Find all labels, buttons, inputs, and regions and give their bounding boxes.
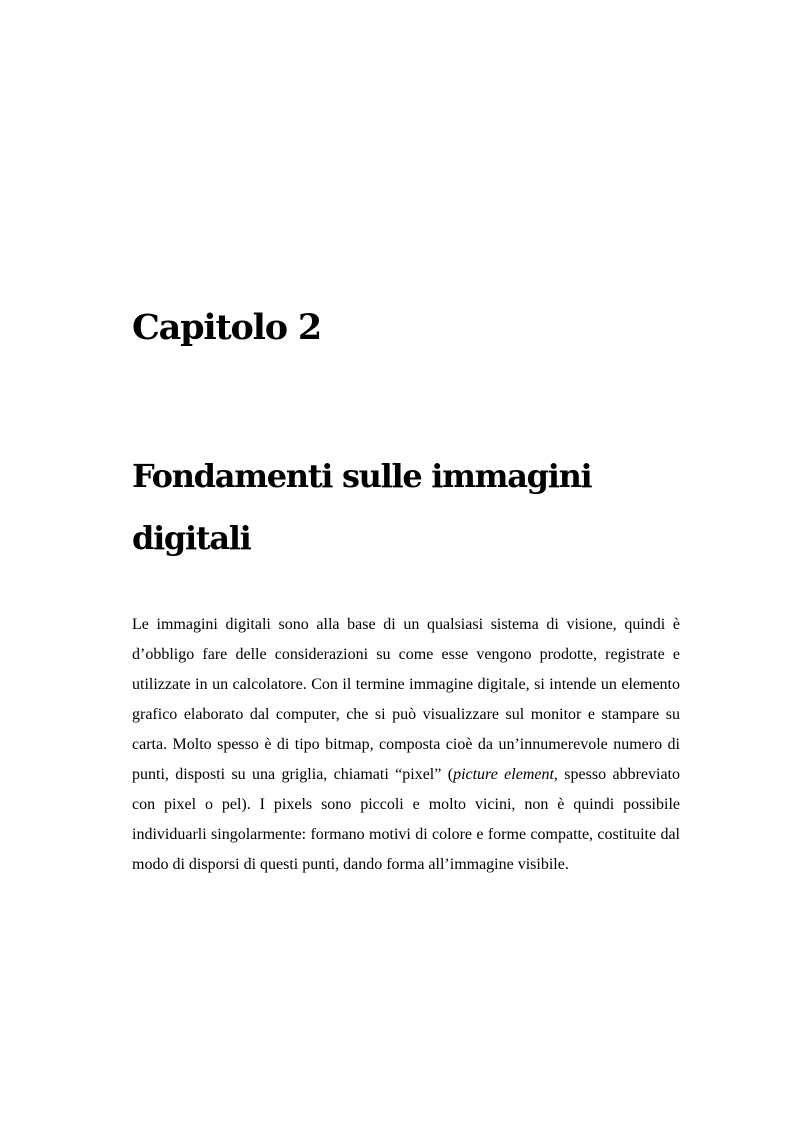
paragraph-text-part-1: Le immagini digitali sono alla base di un qualsiasi sistema di visione, quindi è d’obbligo fare delle considerazioni su come esse vengono prodotte, registrate e utilizzate in un calcolatore. Con il termine immagine digitale, si intende un elemento grafico elaborato dal computer, che si può visualizzare sul monitor e stampare su carta. Molto spesso è di tipo bitmap, composta cioè da un’innumerevole numero di punti, disposti su una griglia, chiamati “pixel” (	[132, 616, 680, 783]
chapter-label: Capitolo 2	[132, 307, 321, 348]
body-paragraph	[132, 610, 680, 880]
chapter-title: Fondamenti sulle immagini digitali	[132, 457, 592, 557]
paragraph-emphasis: picture element	[453, 766, 554, 783]
paragraph-text-part-2: , spesso abbreviato con pixel o pel). I pixels sono piccoli e molto vicini, non è quindi possibile individuarli singolarmente: formano motivi di colore e forme compatte, costituite dal modo di disporsi di questi punti, dando forma all’immagine visibile.	[132, 766, 680, 873]
